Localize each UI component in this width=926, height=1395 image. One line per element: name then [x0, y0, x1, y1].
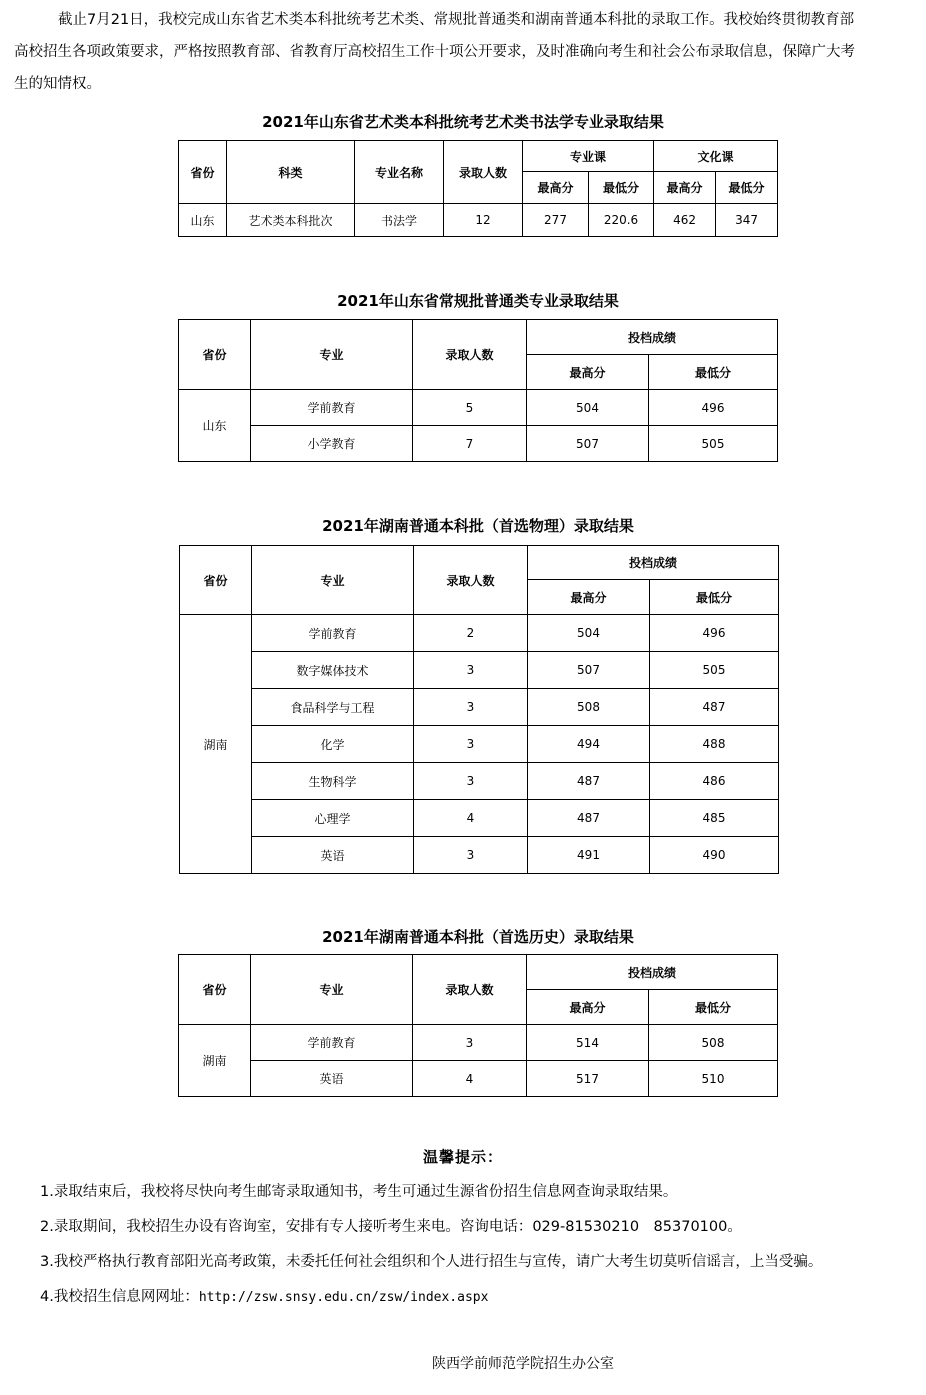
signature: 陕西学前师范学院招生办公室 — [432, 1356, 614, 1372]
header-major: 专业 — [252, 546, 414, 615]
tip-item-1: 1.录取结束后，我校将尽快向考生邮寄录取通知书，考生可通过生源省份招生信息网查询录取结果。 — [40, 1184, 678, 1200]
cell-count: 7 — [413, 426, 527, 462]
table-row — [180, 689, 779, 726]
cell-province: 湖南 — [179, 1025, 251, 1097]
cell-major: 化学 — [252, 726, 414, 763]
header-count: 录取人数 — [413, 955, 527, 1025]
cell-max: 504 — [527, 390, 649, 426]
cell-major: 生物科学 — [252, 763, 414, 800]
cell-major: 学前教育 — [251, 1025, 413, 1061]
cell-count: 5 — [413, 390, 527, 426]
cell-max: 507 — [527, 426, 649, 462]
header-major: 专业名称 — [355, 141, 444, 204]
header-max: 最高分 — [654, 172, 716, 204]
tip-item-3: 3.我校严格执行教育部阳光高考政策，未委托任何社会组织和个人进行招生与宣传，请广大考生切莫听信谣言，上当受骗。 — [40, 1254, 823, 1270]
cell-min: 508 — [649, 1025, 778, 1061]
cell-min: 505 — [649, 426, 778, 462]
cell-count: 2 — [414, 615, 528, 652]
cell-max: 507 — [528, 652, 650, 689]
intro-line-2: 高校招生各项政策要求，严格按照教育部、省教育厅高校招生工作十项公开要求，及时准确向考生和社会公布录取信息，保障广大考 — [14, 44, 855, 60]
header-min: 最低分 — [649, 355, 778, 390]
cell-max: 508 — [528, 689, 650, 726]
intro-line-3: 生的知情权。 — [14, 76, 101, 92]
cell-min: 485 — [650, 800, 779, 837]
tips-title: 温馨提示： — [422, 1148, 503, 1166]
table1-art-admission — [178, 140, 778, 237]
header-score: 投档成绩 — [527, 955, 778, 990]
cell-max: 487 — [528, 800, 650, 837]
header-score: 投档成绩 — [528, 546, 779, 580]
header-province: 省份 — [179, 320, 251, 390]
cell-max: 517 — [527, 1061, 649, 1097]
cell-min: 490 — [650, 837, 779, 874]
cell-count: 3 — [414, 689, 528, 726]
header-min: 最低分 — [649, 990, 778, 1025]
cell-prof-max: 277 — [523, 204, 589, 237]
header-count: 录取人数 — [414, 546, 528, 615]
cell-major: 学前教育 — [251, 390, 413, 426]
cell-province: 湖南 — [180, 615, 252, 874]
cell-count: 12 — [444, 204, 523, 237]
cell-province: 山东 — [179, 204, 227, 237]
tip-item-4 — [40, 1281, 920, 1316]
cell-min: 496 — [650, 615, 779, 652]
table-row — [179, 426, 778, 462]
header-min: 最低分 — [589, 172, 654, 204]
table4-title: 2021年湖南普通本科批（首选历史）录取结果 — [322, 928, 634, 946]
table2-shandong-general — [178, 319, 778, 462]
cell-count: 3 — [414, 726, 528, 763]
header-professional-course: 专业课 — [523, 141, 654, 172]
cell-min: 505 — [650, 652, 779, 689]
header-count: 录取人数 — [413, 320, 527, 390]
cell-prof-min: 220.6 — [589, 204, 654, 237]
cell-count: 3 — [414, 763, 528, 800]
cell-count: 3 — [414, 652, 528, 689]
table-row — [180, 763, 779, 800]
header-max: 最高分 — [527, 355, 649, 390]
header-category: 科类 — [227, 141, 355, 204]
tips-list — [40, 1176, 920, 1316]
header-province: 省份 — [179, 955, 251, 1025]
table-row — [180, 652, 779, 689]
tip-item-4-label: 4.我校招生信息网网址： — [40, 1289, 199, 1305]
cell-count: 4 — [413, 1061, 527, 1097]
cell-major: 食品科学与工程 — [252, 689, 414, 726]
cell-min: 496 — [649, 390, 778, 426]
cell-major: 书法学 — [355, 204, 444, 237]
cell-max: 487 — [528, 763, 650, 800]
intro-paragraph — [14, 4, 926, 100]
cell-major: 英语 — [252, 837, 414, 874]
table2-title: 2021年山东省常规批普通类专业录取结果 — [337, 292, 619, 310]
header-max: 最高分 — [523, 172, 589, 204]
table-row — [179, 1025, 778, 1061]
table-row — [180, 800, 779, 837]
cell-count: 4 — [414, 800, 528, 837]
cell-province: 山东 — [179, 390, 251, 462]
cell-min: 487 — [650, 689, 779, 726]
table-row — [180, 615, 779, 652]
header-score: 投档成绩 — [527, 320, 778, 355]
cell-min: 486 — [650, 763, 779, 800]
table3-title: 2021年湖南普通本科批（首选物理）录取结果 — [322, 517, 634, 535]
table1-title: 2021年山东省艺术类本科批统考艺术类书法学专业录取结果 — [262, 113, 664, 131]
header-major: 专业 — [251, 320, 413, 390]
tip-item-2: 2.录取期间，我校招生办设有咨询室，安排有专人接听考生来电。咨询电话：029-81530210 85370100。 — [40, 1219, 742, 1235]
cell-major: 小学教育 — [251, 426, 413, 462]
cell-culture-min: 347 — [716, 204, 778, 237]
header-culture-course: 文化课 — [654, 141, 778, 172]
cell-major: 学前教育 — [252, 615, 414, 652]
cell-category: 艺术类本科批次 — [227, 204, 355, 237]
header-count: 录取人数 — [444, 141, 523, 204]
table-row — [179, 390, 778, 426]
table3-hunan-physics — [179, 545, 779, 874]
table-row — [179, 1061, 778, 1097]
table-row — [180, 726, 779, 763]
header-major: 专业 — [251, 955, 413, 1025]
website-link[interactable]: http://zsw.snsy.edu.cn/zsw/index.aspx — [198, 1290, 489, 1305]
cell-major: 心理学 — [252, 800, 414, 837]
cell-major: 英语 — [251, 1061, 413, 1097]
cell-count: 3 — [413, 1025, 527, 1061]
header-max: 最高分 — [527, 990, 649, 1025]
table-row — [180, 837, 779, 874]
cell-min: 510 — [649, 1061, 778, 1097]
cell-max: 504 — [528, 615, 650, 652]
cell-max: 514 — [527, 1025, 649, 1061]
header-max: 最高分 — [528, 580, 650, 615]
cell-culture-max: 462 — [654, 204, 716, 237]
header-province: 省份 — [180, 546, 252, 615]
intro-line-1: 截止7月21日，我校完成山东省艺术类本科批统考艺术类、常规批普通类和湖南普通本科批的录取工作。我校始终贯彻教育部 — [58, 12, 855, 28]
cell-count: 3 — [414, 837, 528, 874]
table4-hunan-history — [178, 954, 778, 1097]
cell-major: 数字媒体技术 — [252, 652, 414, 689]
header-min: 最低分 — [716, 172, 778, 204]
cell-max: 491 — [528, 837, 650, 874]
cell-min: 488 — [650, 726, 779, 763]
cell-max: 494 — [528, 726, 650, 763]
header-province: 省份 — [179, 141, 227, 204]
header-min: 最低分 — [650, 580, 779, 615]
